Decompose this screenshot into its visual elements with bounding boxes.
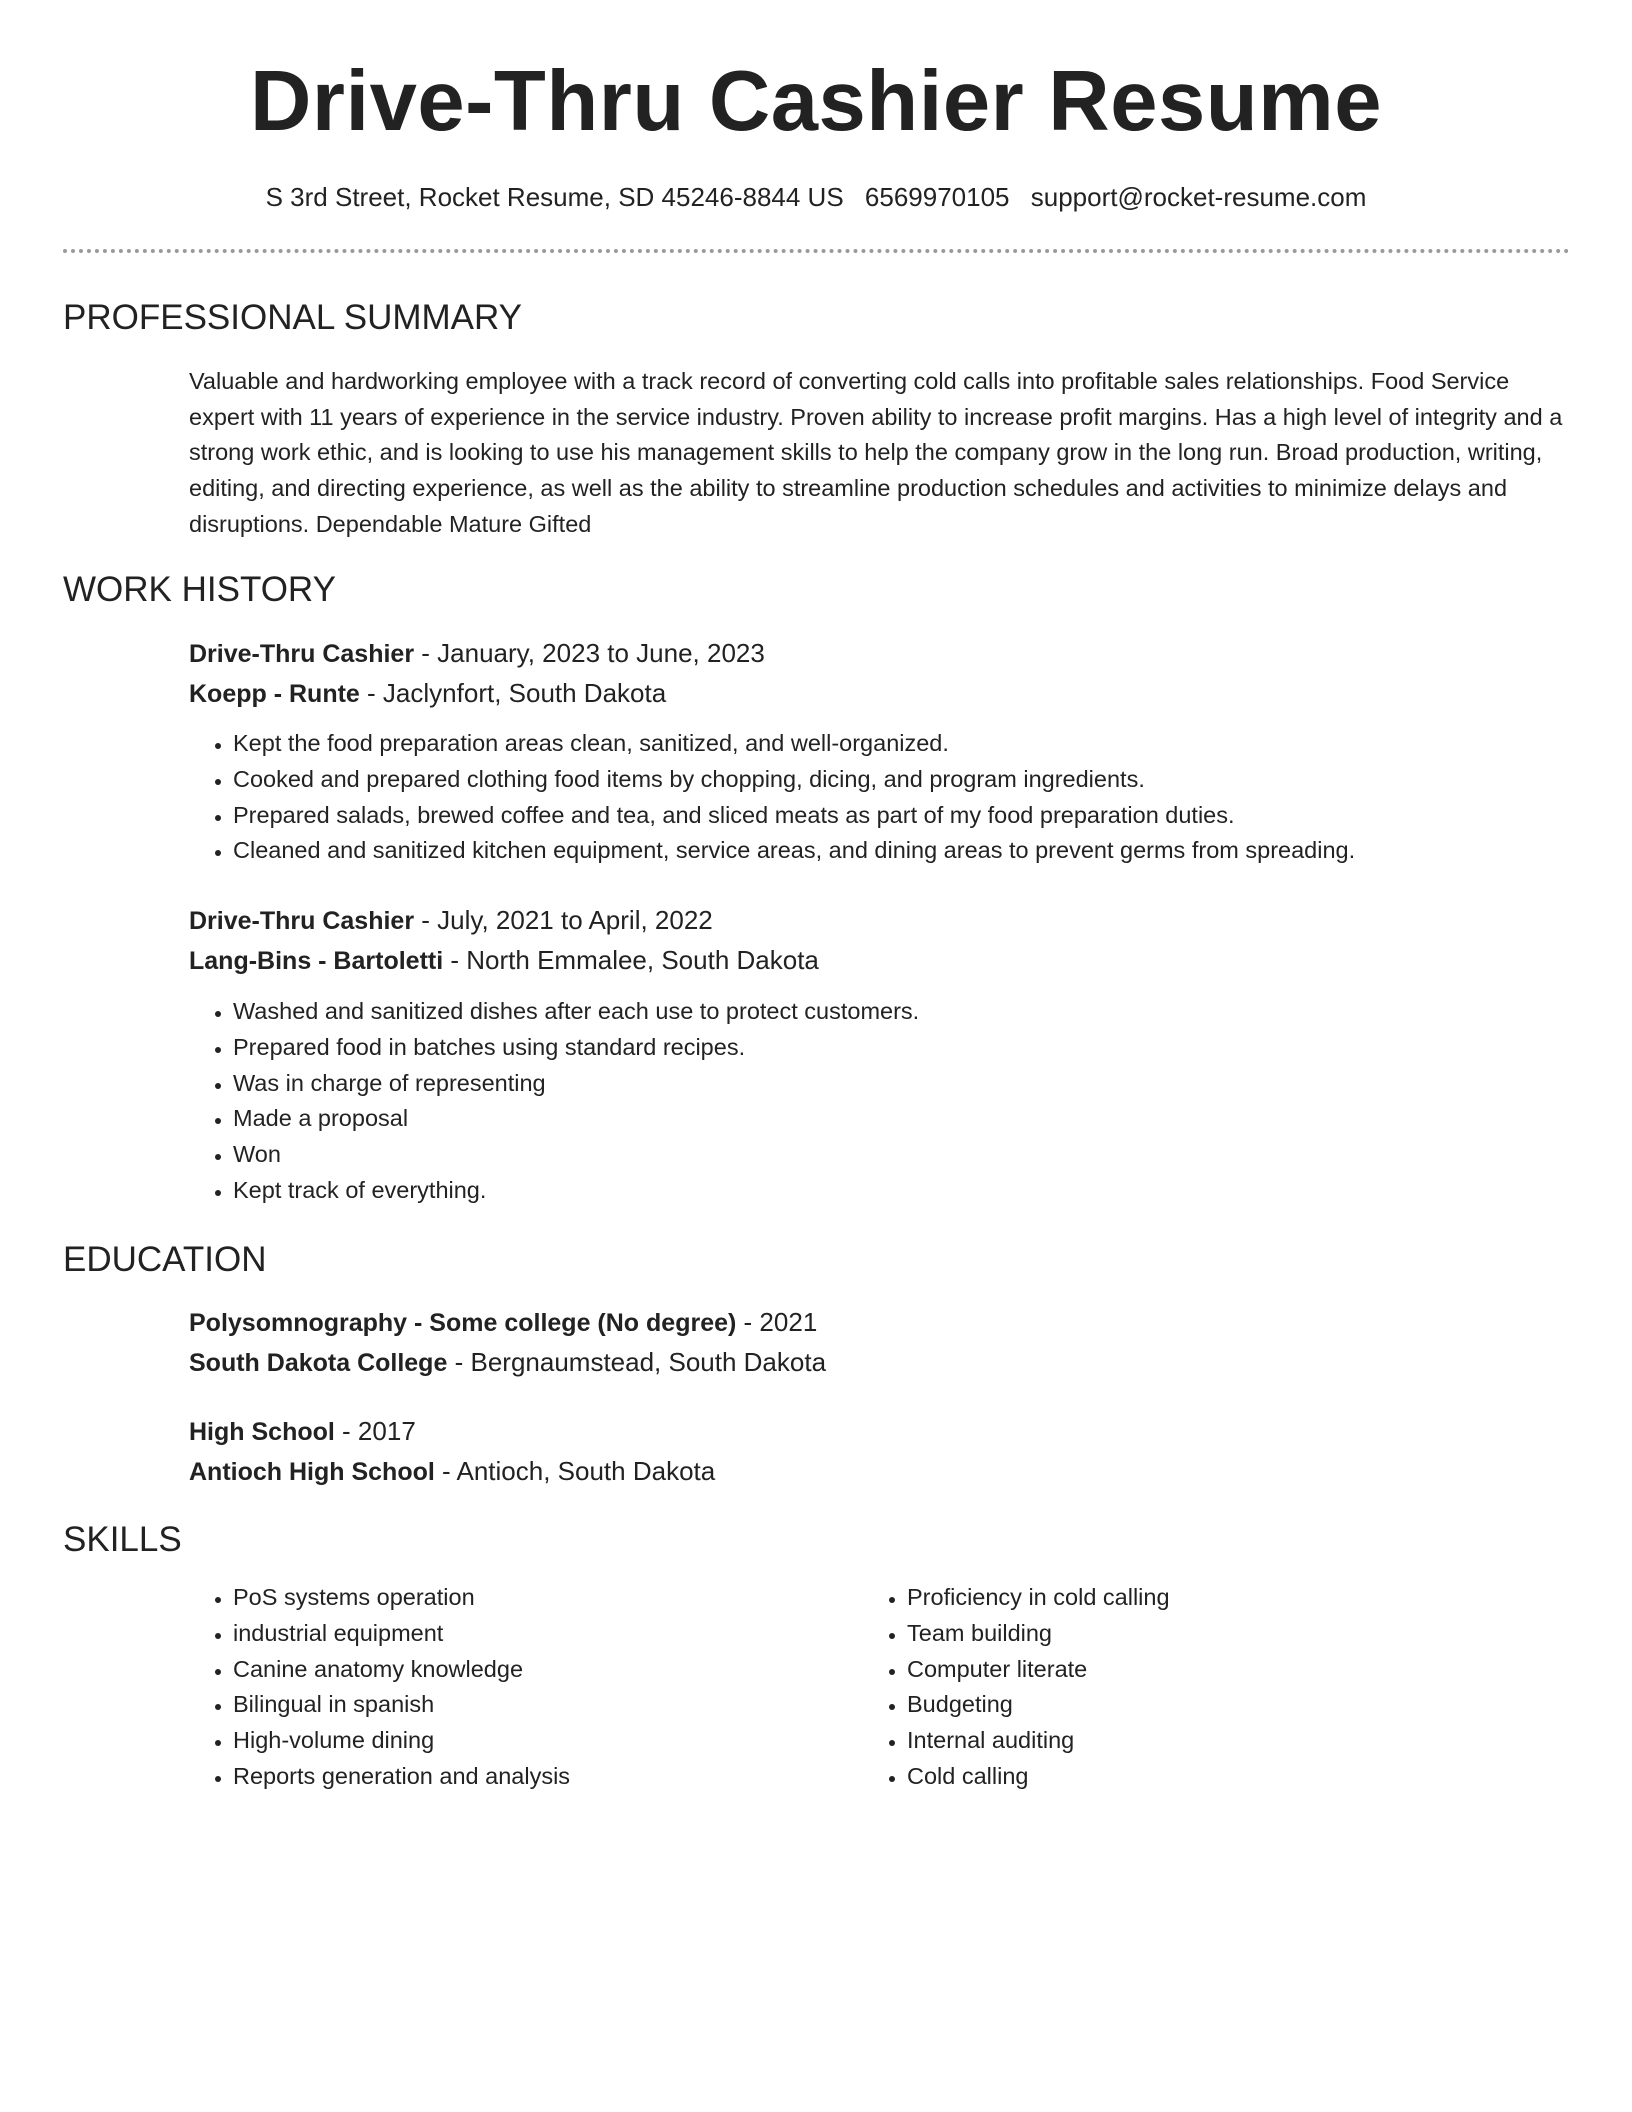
list-item: • Prepared food in batches using standard recipes.: [233, 1030, 919, 1066]
job-location: - North Emmalee, South Dakota: [443, 945, 819, 975]
contact-address: S 3rd Street, Rocket Resume, SD 45246-8844 US: [265, 182, 844, 212]
education-location: - Antioch, South Dakota: [434, 1456, 716, 1486]
skill-item: • Bilingual in spanish: [233, 1687, 570, 1723]
job-title: Drive-Thru Cashier: [189, 640, 415, 668]
job-location: - Jaclynfort, South Dakota: [359, 678, 667, 708]
skill-item: • Canine anatomy knowledge: [233, 1652, 570, 1688]
resume-title: Drive-Thru Cashier Resume: [249, 54, 1383, 149]
education-year: - 2021: [736, 1307, 818, 1337]
list-item: • Kept the food preparation areas clean, sanitized, and well-organized.: [233, 726, 1355, 762]
list-item: • Kept track of everything.: [233, 1173, 919, 1209]
job-dates: - July, 2021 to April, 2022: [414, 905, 713, 935]
list-item: • Prepared salads, brewed coffee and tea, and sliced meats as part of my food preparation duties.: [233, 798, 1355, 834]
header-divider: [63, 249, 1570, 253]
education-degree: Polysomnography - Some college (No degree): [189, 1309, 737, 1337]
skills-heading: SKILLS: [63, 1520, 182, 1559]
skill-item: • Computer literate: [907, 1652, 1170, 1688]
job-company-line: [189, 943, 819, 978]
contact-line: [0, 180, 1632, 214]
list-item: • Cleaned and sanitized kitchen equipment, service areas, and dining areas to prevent germs from spreading.: [233, 833, 1355, 869]
list-item: • Won: [233, 1137, 919, 1173]
skills-list-left: [189, 1580, 570, 1795]
job-company-line: [189, 676, 666, 711]
contact-email: support@rocket-resume.com: [1030, 182, 1367, 212]
summary-heading: PROFESSIONAL SUMMARY: [63, 298, 522, 337]
education-degree-line: [189, 1305, 817, 1340]
skills-list-right: [863, 1580, 1170, 1795]
list-item: • Made a proposal: [233, 1101, 919, 1137]
education-year: - 2017: [334, 1416, 416, 1446]
skill-item: • High-volume dining: [233, 1723, 570, 1759]
contact-phone: 6569970105: [864, 182, 1010, 212]
skill-item: • Team building: [907, 1616, 1170, 1652]
job-company: Koepp - Runte: [189, 680, 360, 708]
job-title: Drive-Thru Cashier: [189, 907, 415, 935]
job-bullets: [189, 994, 919, 1209]
education-location: - Bergnaumstead, South Dakota: [447, 1347, 827, 1377]
skill-item: • Reports generation and analysis: [233, 1759, 570, 1795]
education-school: South Dakota College: [189, 1349, 448, 1377]
list-item: • Was in charge of representing: [233, 1066, 919, 1102]
list-item: • Washed and sanitized dishes after each use to protect customers.: [233, 994, 919, 1030]
skill-item: • Budgeting: [907, 1687, 1170, 1723]
job-title-line: [189, 903, 713, 938]
education-school: Antioch High School: [189, 1458, 435, 1486]
education-degree: High School: [189, 1418, 335, 1446]
skill-item: • Cold calling: [907, 1759, 1170, 1795]
job-bullets: [189, 726, 1355, 869]
work-history-heading: WORK HISTORY: [63, 570, 336, 609]
skill-item: • Internal auditing: [907, 1723, 1170, 1759]
education-heading: EDUCATION: [63, 1240, 267, 1279]
summary-text: Valuable and hardworking employee with a track record of converting cold calls into profitable sales relationships. Food Service expert with 11 years of experience in the service industry. Proven ability to increase profit margins. Has a high level of integrity and a strong work ethic, and is looking to use his management skills to help the company grow in the long run. Broad production, writing, editing, and directing experience, as well as the ability to streamline production schedules and activities to minimize delays and disruptions. Dependable Mature Gifted: [189, 368, 1563, 537]
job-company: Lang-Bins - Bartoletti: [189, 947, 444, 975]
skill-item: • Proficiency in cold calling: [907, 1580, 1170, 1616]
list-item: • Cooked and prepared clothing food items by chopping, dicing, and program ingredients.: [233, 762, 1355, 798]
education-school-line: [189, 1345, 826, 1380]
job-dates: - January, 2023 to June, 2023: [414, 638, 765, 668]
education-school-line: [189, 1454, 715, 1489]
job-title-line: [189, 636, 765, 671]
skill-item: • PoS systems operation: [233, 1580, 570, 1616]
skill-item: • industrial equipment: [233, 1616, 570, 1652]
education-degree-line: [189, 1414, 416, 1449]
